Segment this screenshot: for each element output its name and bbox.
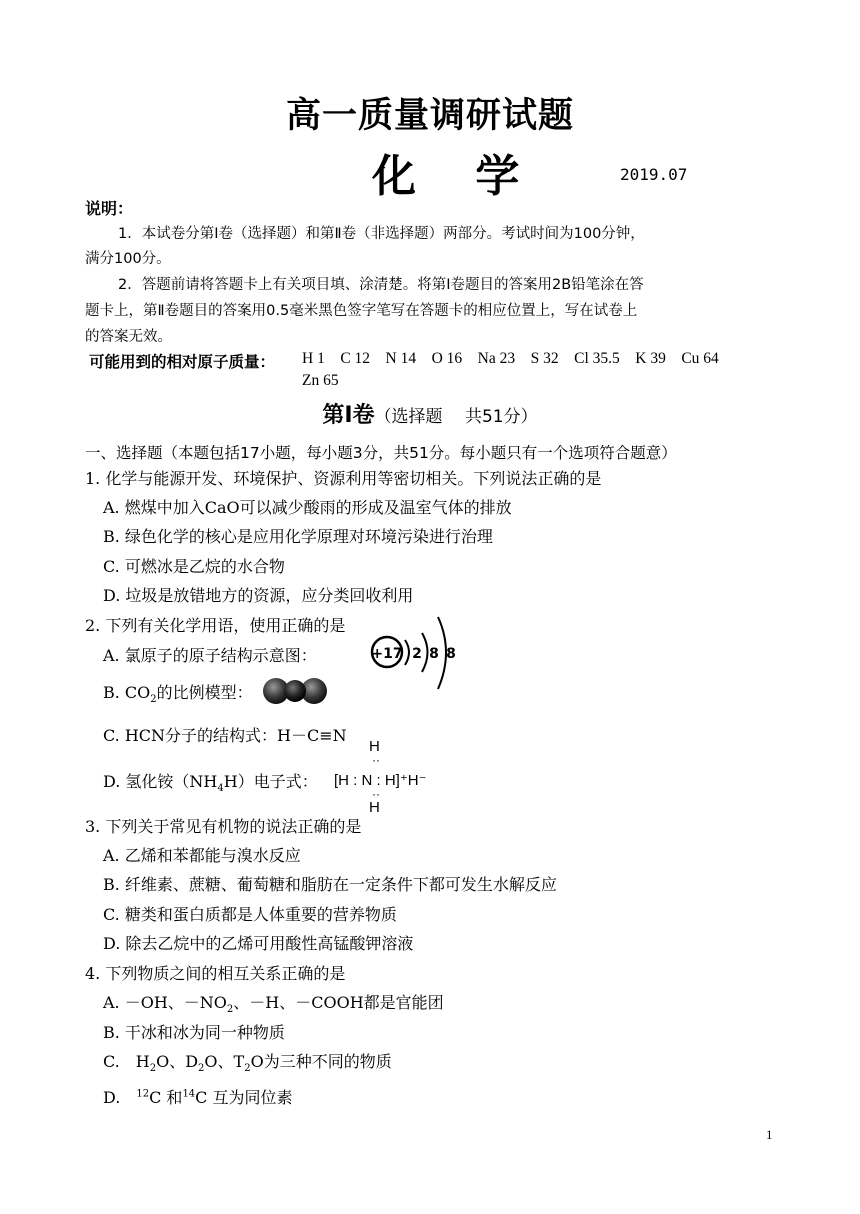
question-4-option-a: A. －OH、$-NO_2$、－H、－COOH都是官能团 [103, 993, 444, 1016]
electron-formula-center: [H : N : H]⁺H⁻ [334, 772, 427, 789]
diagram-shell-1: 2 [412, 646, 422, 662]
part-1-heading [0, 398, 860, 429]
instruction-2-line-3: 的答案无效。 [85, 329, 172, 345]
question-1-option-a: A. 燃煤中加入CaO可以减少酸雨的形成及温室气体的排放 [103, 498, 512, 517]
exam-date: 2019.07 [620, 165, 688, 184]
instruction-1-line-2: 满分100分。 [85, 251, 171, 267]
atomic-mass-line-1: H 1 C 12 N 14 O 16 Na 23 S 32 Cl 35.5 K 39 Cu 64 [302, 350, 719, 367]
diagram-shell-2: 8 [429, 646, 439, 662]
electron-formula-top-h: H [369, 738, 380, 755]
nh4h-electron-formula [334, 738, 454, 818]
question-2-option-d: D. 氢化铵$(NH_4H)$电子式： [103, 772, 318, 795]
instruction-2-line-2: 题卡上，第Ⅱ卷题目的答案用0.5毫米黑色签字笔写在答题卡的相应位置上，写在试卷上 [85, 303, 638, 319]
exam-title: 高一质量调研试题 [285, 96, 574, 136]
question-2-stem: 2. 下列有关化学用语，使用正确的是 [85, 616, 346, 635]
question-3-option-a: A. 乙烯和苯都能与溴水反应 [103, 846, 301, 865]
atomic-mass-label: 可能用到的相对原子质量： [89, 353, 276, 371]
question-3-option-c: C. 糖类和蛋白质都是人体重要的营养物质 [103, 905, 397, 924]
instruction-2-line-1: 2．答题前请将答题卡上有关项目填、涂清楚。将第Ⅰ卷题目的答案用2B铅笔涂在答 [118, 277, 644, 293]
question-1-option-c: C. 可燃冰是乙烷的水合物 [103, 557, 285, 576]
part-1-title: 第Ⅰ卷 [322, 403, 375, 428]
page-number: 1 [766, 1127, 773, 1142]
part-1-subtitle: （选择题 共51分） [374, 407, 538, 427]
question-2-option-b: B. $CO_2$的比例模型： [103, 683, 253, 706]
electron-formula-bottom-h: H [369, 799, 380, 816]
question-4-option-b: B. 干冰和冰为同一种物质 [103, 1023, 285, 1042]
chlorine-atom-structure-diagram [362, 615, 462, 691]
diagram-nucleus-label: +17 [371, 646, 403, 662]
question-1-stem: 1. 化学与能源开发、环境保护、资源利用等密切相关。下列说法正确的是 [85, 469, 602, 488]
diagram-shell-3: 8 [446, 646, 456, 662]
co2-space-filling-model [262, 676, 328, 706]
electron-pair-top: ·· [372, 753, 380, 767]
subject-title: 化 学 [372, 151, 542, 202]
instructions-label: 说明： [85, 199, 134, 218]
section-1-heading: 一、选择题（本题包括17小题，每小题3分，共51分。每小题只有一个选项符合题意） [85, 444, 677, 462]
question-4-option-d: D. $^{12}$C 和$^{14}$C 互为同位素 [103, 1088, 293, 1107]
question-4-option-c: C. $H_2O$、$D_2O$、$T_2O$为三种不同的物质 [103, 1052, 392, 1075]
question-2-option-c: C. HCN分子的结构式：H－C≡N [103, 726, 347, 745]
electron-pair-bottom: ·· [372, 787, 380, 801]
question-1-option-d: D. 垃圾是放错地方的资源，应分类回收利用 [103, 586, 414, 605]
question-3-stem: 3. 下列关于常见有机物的说法正确的是 [85, 817, 362, 836]
question-2-option-a: A. 氯原子的原子结构示意图： [103, 646, 317, 665]
question-3-option-d: D. 除去乙烷中的乙烯可用酸性高锰酸钾溶液 [103, 934, 414, 953]
instruction-1-line-1: 1．本试卷分第Ⅰ卷（选择题）和第Ⅱ卷（非选择题）两部分。考试时间为100分钟， [118, 226, 645, 242]
atomic-mass-line-2: Zn 65 [302, 372, 339, 389]
question-4-stem: 4. 下列物质之间的相互关系正确的是 [85, 964, 346, 983]
question-3-option-b: B. 纤维素、蔗糖、葡萄糖和脂肪在一定条件下都可发生水解反应 [103, 875, 557, 894]
question-1-option-b: B. 绿色化学的核心是应用化学原理对环境污染进行治理 [103, 527, 493, 546]
